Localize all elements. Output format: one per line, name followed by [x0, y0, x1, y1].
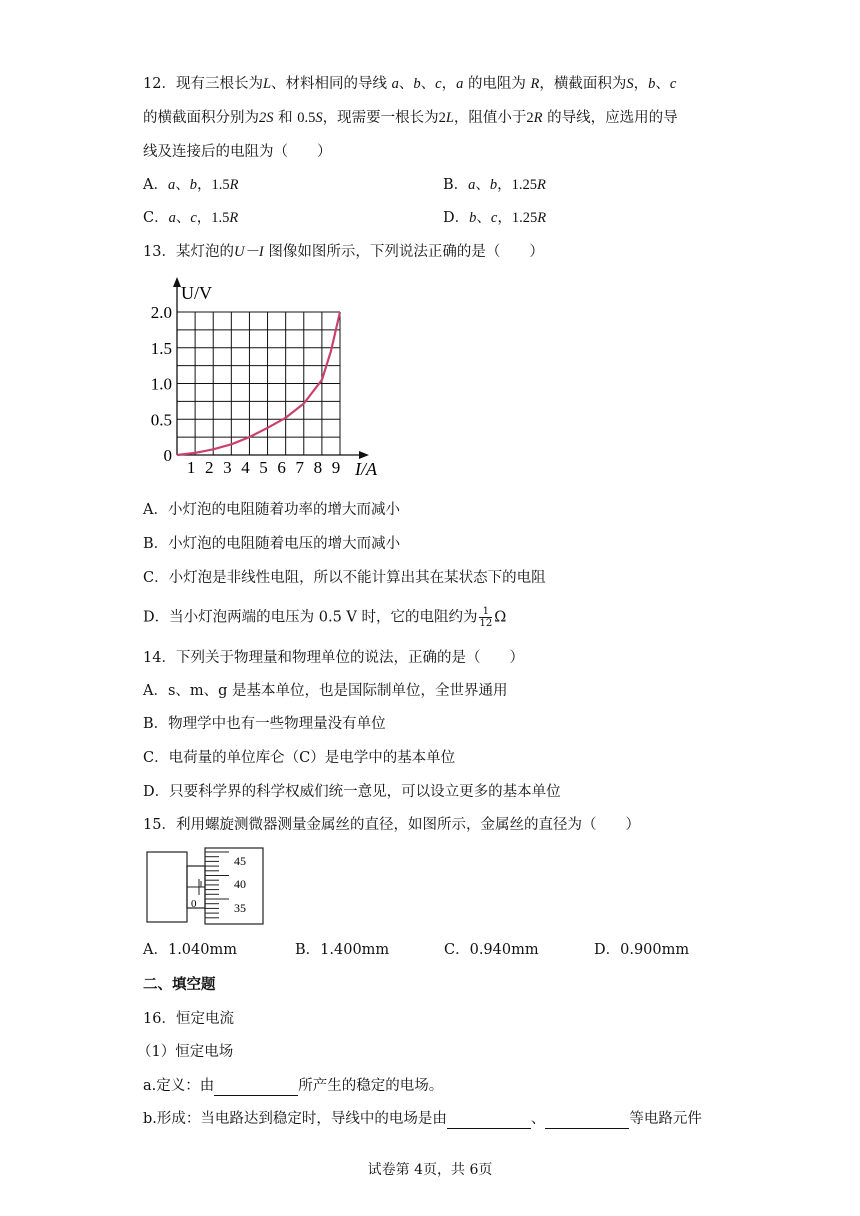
ui-formula: U－I: [233, 244, 264, 260]
q13-option-a[interactable]: A．小灯泡的电阻随着功率的增大而减小: [143, 502, 400, 518]
x-tick-label: 8: [313, 458, 323, 477]
q14-option-b[interactable]: B．物理学中也有一些物理量没有单位: [143, 716, 386, 732]
q16-sub1: （1）恒定电场: [137, 1044, 234, 1060]
q15-option-d[interactable]: D．0.900mm: [594, 942, 690, 958]
fill-blank-3[interactable]: [545, 1112, 629, 1129]
q12-option-a[interactable]: A．a、b，1.5R: [143, 177, 239, 193]
scale-label-45: 45: [234, 854, 246, 868]
x-axis-label: I/A: [355, 459, 377, 479]
q15-option-b[interactable]: B．1.400mm: [295, 942, 390, 958]
q14-option-c[interactable]: C．电荷量的单位库仑（C）是电学中的基本单位: [143, 750, 456, 766]
q16-a: a.定义：由 所产生的稳定的电场。: [143, 1078, 444, 1094]
q14-option-d[interactable]: D．只要科学界的科学权威们统一意见，可以设立更多的基本单位: [143, 784, 561, 800]
x-tick-label: 3: [223, 458, 232, 477]
q15-option-a[interactable]: A．1.040mm: [143, 942, 237, 958]
y-tick-label: 0.5: [150, 410, 172, 430]
q13-option-c[interactable]: C．小灯泡是非线性电阻，所以不能计算出其在某状态下的电阻: [143, 570, 546, 586]
x-tick-label: 7: [295, 458, 305, 477]
x-tick-label: 5: [259, 458, 268, 477]
section-title: 二、填空题: [143, 976, 216, 993]
x-tick-label: 1: [186, 458, 196, 477]
page-footer: 试卷第 4页，共 6页: [367, 1162, 493, 1178]
fill-blank-1[interactable]: [214, 1079, 298, 1096]
y-axis-label: U/V: [181, 283, 212, 303]
x-tick-label: 2: [204, 458, 214, 477]
y-tick-label: 2.0: [150, 303, 172, 322]
scale-label-35: 35: [234, 901, 246, 915]
q12-option-b[interactable]: B．a、b，1.25R: [443, 177, 546, 193]
x-axis-arrow: [359, 451, 369, 459]
q14-option-a[interactable]: A．s、m、g 是基本单位，也是国际制单位，全世界通用: [143, 683, 508, 699]
q13-option-d[interactable]: D．当小灯泡两端的电压为 0.5 V 时，它的电阻约为 $\frac{1}{12}$ Ω: [143, 606, 507, 629]
q12-option-d[interactable]: D．b、c，1.25R: [443, 210, 547, 226]
q13-stem: 13．某灯泡的U－I 图像如图所示，下列说法正确的是（ ）: [143, 244, 544, 260]
q12-line3: 线及连接后的电阻为（ ）: [143, 144, 332, 160]
x-tick-label: 4: [241, 458, 250, 477]
q15-stem: 15．利用螺旋测微器测量金属丝的直径，如图所示，金属丝的直径为（ ）: [143, 817, 640, 833]
y-axis-arrow: [173, 277, 181, 287]
fill-blank-2[interactable]: [447, 1112, 531, 1129]
thimble-scale-ticks: [205, 852, 229, 918]
main-scale-zero: 0: [191, 898, 197, 910]
q16-stem: 16．恒定电流: [143, 1011, 234, 1027]
x-tick-label: 6: [277, 458, 286, 477]
q16-b: b.形成：当电路达到稳定时，导线中的电场是由 、 等电路元件: [143, 1111, 702, 1127]
micrometer-figure: [143, 846, 267, 928]
q12-line2: 的横截面积分别为2S 和 0.5S，现需要一根长为2L，阻值小于2R 的导线，应选用的导: [143, 110, 678, 126]
y-tick-label: 1.5: [150, 338, 172, 358]
fraction: $\frac{1}{12}$: [479, 606, 493, 629]
q14-stem: 14．下列关于物理量和物理单位的说法，正确的是（ ）: [143, 650, 524, 666]
x-tick-label: 9: [331, 458, 341, 477]
q15-option-c[interactable]: C．0.940mm: [444, 942, 539, 958]
y-tick-label: 0: [163, 446, 172, 465]
y-tick-label: 1.0: [150, 374, 172, 394]
q12-option-c[interactable]: C．a、c，1.5R: [143, 210, 239, 226]
scale-label-40: 40: [234, 877, 246, 891]
u-i-chart: [143, 275, 403, 485]
q12-line1: 12．现有三根长为L、材料相同的导线 a、b、c，a 的电阻为 R，横截面积为S，b、c: [143, 76, 677, 92]
q13-option-b[interactable]: B．小灯泡的电阻随着电压的增大而减小: [143, 536, 401, 552]
